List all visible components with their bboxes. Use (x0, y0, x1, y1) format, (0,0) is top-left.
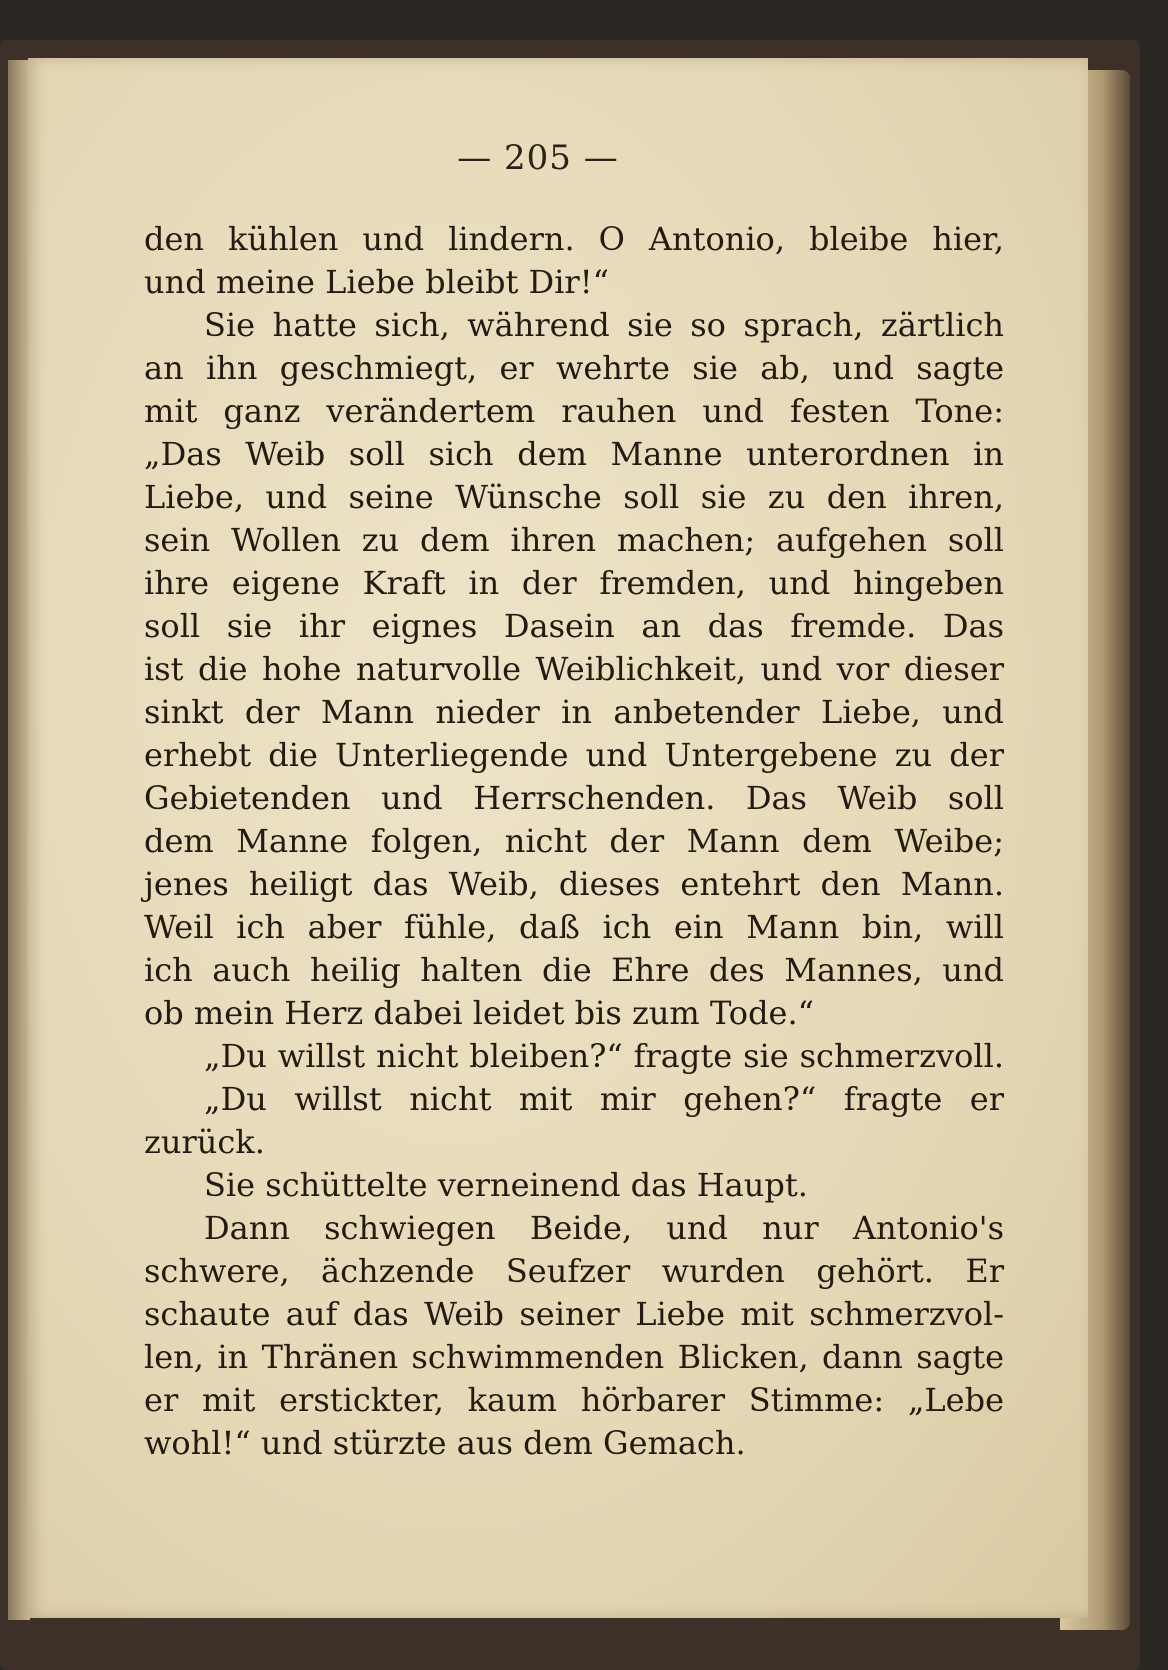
text-line: jenes heiligt das Weib, dieses entehrt den Mann. (144, 865, 1004, 903)
text-line: Sie hatte sich, während sie so sprach, zärtlich (204, 306, 1004, 344)
text-line: den kühlen und lindern. O Antonio, bleibe hier, (144, 220, 1004, 258)
page-number: — 205 — (457, 138, 619, 178)
text-line: „Du willst nicht bleiben?“ fragte sie schmerzvoll. (204, 1037, 1004, 1075)
text-line: er mit erstickter, kaum hörbarer Stimme: „Lebe (144, 1381, 1004, 1419)
text-line: „Du willst nicht mit mir gehen?“ fragte er (204, 1080, 1004, 1118)
text-line: ich auch heilig halten die Ehre des Mannes, und (144, 951, 1004, 989)
text-line: und meine Liebe bleibt Dir!“ (144, 263, 609, 301)
text-line: an ihn geschmiegt, er wehrte sie ab, und sagte (144, 349, 1004, 387)
text-line: sinkt der Mann nieder in anbetender Liebe, und (144, 693, 1004, 731)
text-line: zurück. (144, 1123, 265, 1161)
text-line: ihre eigene Kraft in der fremden, und hingeben (144, 564, 1004, 602)
text-line: ist die hohe naturvolle Weiblichkeit, und vor dieser (144, 650, 1004, 688)
page (28, 58, 1088, 1618)
text-line: schaute auf das Weib seiner Liebe mit schmerzvol- (144, 1295, 1004, 1333)
text-line: Liebe, und seine Wünsche soll sie zu den ihren, (144, 478, 1004, 516)
text-line: Dann schwiegen Beide, und nur Antonio's (204, 1209, 1004, 1247)
text-block (144, 218, 1004, 1465)
text-line: soll sie ihr eignes Dasein an das fremde. Das (144, 607, 1004, 645)
text-line: ob mein Herz dabei leidet bis zum Tode.“ (144, 994, 815, 1032)
text-line: Sie schüttelte verneinend das Haupt. (204, 1166, 808, 1204)
text-line: wohl!“ und stürzte aus dem Gemach. (144, 1424, 746, 1462)
page-edge-left (8, 60, 30, 1620)
text-line: erhebt die Unterliegende und Untergebene zu der (144, 736, 1004, 774)
text-line: schwere, ächzende Seufzer wurden gehört. Er (144, 1252, 1004, 1290)
text-line: sein Wollen zu dem ihren machen; aufgehen soll (144, 521, 1004, 559)
text-line: Gebietenden und Herrschenden. Das Weib soll (144, 779, 1004, 817)
text-line: len, in Thränen schwimmenden Blicken, dann sagte (144, 1338, 1004, 1376)
text-line: Weil ich aber fühle, daß ich ein Mann bin, will (144, 908, 1004, 946)
text-line: dem Manne folgen, nicht der Mann dem Weibe; (144, 822, 1004, 860)
text-line: mit ganz verändertem rauhen und festen Tone: (144, 392, 1004, 430)
text-line: „Das Weib soll sich dem Manne unterordnen in (144, 435, 1004, 473)
